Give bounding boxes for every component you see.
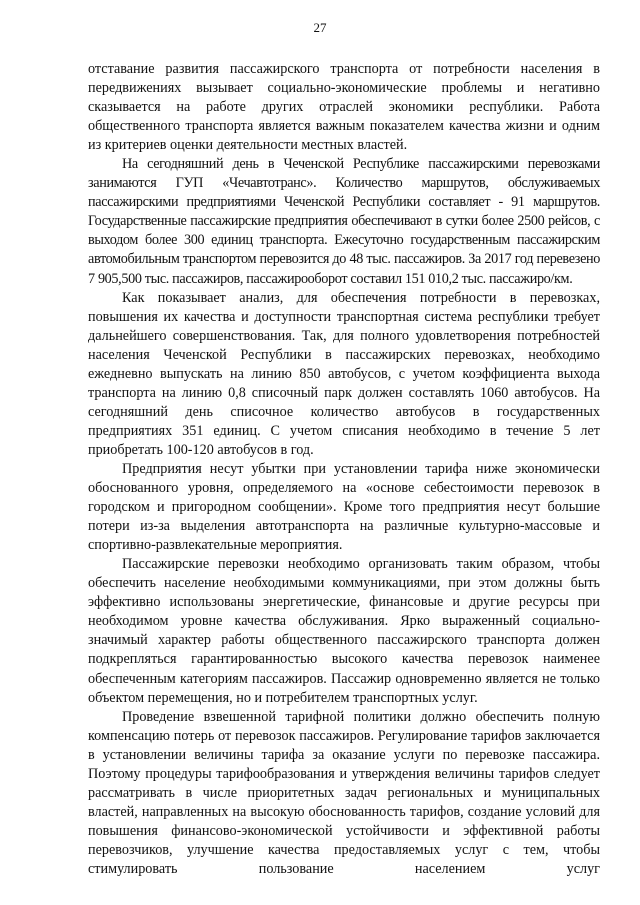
paragraph-continuation: отставание развития пассажирского транспорта от потребности населения в передвижениях вызывает социально-экономические проблемы и негативно сказывается на работе других отраслей экономики республики. Работа общественного транспорта является важным показателем качества жизни и одним из критериев оценки деятельности местных властей. [88, 61, 600, 154]
document-body [88, 60, 600, 879]
page-number: 27 [313, 20, 327, 35]
paragraph-organization: Пассажирские перевозки необходимо организовать таким образом, чтобы обеспечить население необходимыми коммуникациями, при этом должны быть эффективно использованы энергетические, финансовые и другие ресурсы при необходимом уровне качества обслуживания. Ярко выраженный социально-значимый характер работы общественного пассажирского транспорта должен подкрепляться гарантированностью высокого качества перевозок наименее обеспеченным категориям пассажиров. Пассажир одновременно является не только объектом перемещения, но и потребителем транспортных услуг. [88, 556, 600, 706]
paragraph-analysis: Как показывает анализ, для обеспечения потребности в перевозках, повышения их качества и доступности транспортная система республики требует дальнейшего совершенствования. Так, для полного удовлетворения потребностей населения Чеченской Республики в пассажирских перевозках, необходимо ежедневно выпускать на линию 850 автобусов, с учетом коэффициента выхода транспорта на линию 0,8 списочный парк должен составлять 1060 автобусов. На сегодняшний день списочное количество автобусов в государственных предприятиях 351 единиц. С учетом списания необходимо в течение 5 лет приобретать 100-120 автобусов в год. [88, 289, 600, 458]
paragraph-current-state: На сегодняшний день в Чеченской Республике пассажирскими перевозками занимаются ГУП «Чечавтотранс». Количество маршрутов, обслуживаемых пассажирскими предприятиями Чеченской Республики составляет - 91 маршрутов. Государственные пассажирские предприятия обеспечивают в сутки более 2500 рейсов, с выходом более 300 единиц транспорта. Ежесуточно государственным пассажирским автомобильным транспортом перевозится до 48 тыс. пассажиров. За 2017 год перевезено 7 905,500 тыс. пассажиров, пассажирооборот составил 151 010,2 тыс. пассажиро/км. [88, 156, 600, 287]
paragraph-tariff-policy: Проведение взвешенной тарифной политики должно обеспечить полную компенсацию потерь от перевозок пассажиров. Регулирование тарифов заключается в установлении величины тарифа за оказание услуги по перевозке пассажира. Поэтому процедуры тарифообразования и утверждения величины тарифов следует рассматривать в числе приоритетных задач региональных и муниципальных властей, направленных на высокую обоснованность тарифов, создание условий для повышения финансово-экономической устойчивости и эффективной работы перевозчиков, улучшение качества предоставляемых услуг с тем, чтобы стимулировать пользование населением услуг [88, 708, 600, 877]
paragraph-losses: Предприятия несут убытки при установлении тарифа ниже экономически обоснованного уровня, определяемого на «основе себестоимости перевозок в городском и пригородном сообщении». Кроме того предприятия несут большие потери из-за выделения автотранспорта на различные культурно-массовые и спортивно-развлекательные мероприятия. [88, 460, 600, 554]
